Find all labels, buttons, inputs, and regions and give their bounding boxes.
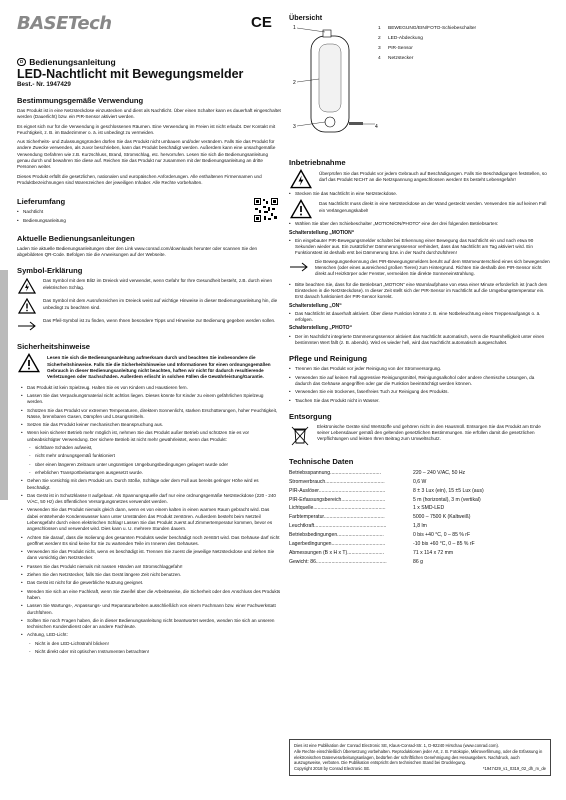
language-de-icon: D	[17, 58, 26, 66]
legend-text: PIR-Sensor	[388, 46, 413, 51]
callout-1: 1	[293, 25, 296, 31]
spec-value: 220 – 240 V/AC, 50 Hz	[413, 469, 466, 476]
list-item: • Wenn kein sicherer Betrieb mehr möglich ist, nehmen Sie das Produkt außer Betrieb und schützen Sie es vor unbeabsichtigter Verwendung. Der sichere Betrieb ist nicht mehr gewährleistet, wenn das Produkt:	[27, 430, 281, 443]
list-item: - Nicht in den LED-Lichtstrahl blicken!	[35, 641, 281, 647]
list-item: - erheblichen Transportbelastungen ausgesetzt wurde.	[35, 470, 281, 476]
exclamation-warning-icon	[17, 355, 41, 371]
spec-key: Leuchtkraft...................................................	[289, 523, 387, 530]
table-row	[289, 522, 551, 531]
scope-heading: Lieferumfang	[17, 197, 66, 207]
list-item: • Wenden Sie sich an eine Fachkraft, wenn Sie Zweifel über die Arbeitsweise, die Sicherheit oder den Anschluss des Produkts haben.	[27, 589, 281, 602]
list-item: • Das Produkt ist kein Spielzeug. Halten Sie es von Kindern und Haustieren fern.	[27, 385, 281, 391]
usage-heading: Bestimmungsgemäße Verwendung	[17, 96, 144, 105]
symbol-description: Das Symbol mit dem Ausrufezeichen im Dreieck weist auf wichtige Hinweise in dieser Bedienungsanleitung hin, die unbedingt zu beachten sind.	[43, 298, 278, 310]
commission-heading: Inbetriebnahme	[289, 158, 346, 167]
list-item: - Nicht direkt oder mit optischen Instrumenten betrachten!	[35, 649, 281, 655]
spec-key: Betriebsspannung....................................	[289, 469, 382, 476]
mode-list	[289, 334, 551, 347]
spec-value: 5 m (horizontal), 3 m (vertikal)	[413, 496, 481, 503]
legend-number: 1	[378, 26, 381, 31]
safety-list	[17, 385, 281, 443]
list-item: • Gehen Sie vorsichtig mit dem Produkt um. Durch Stöße, Schläge oder dem Fall aus bereits geringer Höhe wird es beschädigt.	[27, 478, 281, 491]
legend-item	[378, 44, 476, 54]
scope-list	[17, 209, 66, 224]
callout-4: 4	[375, 124, 378, 130]
led-dash-list	[17, 641, 281, 656]
list-item: • Lassen Sie Wartungs-, Anpassungs- und Reparaturarbeiten ausschließlich von einem Fachmann bzw. einer Fachwerkstatt durchführen.	[27, 603, 281, 616]
spec-key: PIR-Erfassungsbereich...............................	[289, 496, 386, 503]
list-item: • Der im Nachtlicht integrierte Dämmerungssensor aktiviert das Nachtlicht automatisch, wenn die Raumhelligkeit unter einen bestimmten Wert fällt (z. B. abends). Wird es wieder hell, wird das Nachtlicht automatisch ausgeschaltet.	[295, 334, 551, 347]
footer-copyright: Copyright 2018 by Conrad Electronic SE.	[294, 766, 371, 772]
spec-value: 0 bis +40 °C, 0 – 85 % rF	[413, 532, 471, 539]
disposal-text: Elektronische Geräte sind Wertstoffe und gehören nicht in den Hausmüll. Entsorgen Sie das Produkt am Ende seiner Lebensdauer gemäß den geltenden gesetzlichen Bestimmungen. Sie erfüllen damit die gesetzlichen Verpflichtungen und leisten Ihren Beitrag zum Umweltschutz.	[317, 423, 541, 442]
right-column	[289, 13, 551, 567]
product-diagram	[289, 24, 379, 142]
list-item: - über einen längeren Zeitraum unter ungünstigen Umgebungsbedingungen gelagert wurde oder	[35, 462, 281, 468]
usage-paragraph: Aus Sicherheits- und Zulassungsgründen dürfen Sie das Produkt nicht umbauen und/oder verändern. Falls Sie das Produkt für andere Zwecke verwenden, als zuvor beschrieben, kann das Produkt beschädigt werden. Außerdem kann eine unsachgemäße Verwendung Gefahren wie z.B. Kurzschluss, Brand, Stromschlag, etc. hervorrufen. Lesen Sie sich die Bedienungsanleitung genau durch und bewahren Sie diese auf. Reichen Sie das Produkt nur zusammen mit der Bedienungsanleitung an dritte Personen weiter.	[17, 139, 276, 170]
led-cover	[319, 44, 341, 112]
list-item: • Schützen Sie das Produkt vor extremen Temperaturen, direktem Sonnenlicht, starken Erschütterungen, hoher Feuchtigkeit, Nässe, brennbaren Gasen, Dämpfen und Lösungsmitteln.	[27, 408, 281, 421]
list-item: • Ein eingebauter PIR-Bewegungsmelder schaltet bei Erkennung einer Bewegung das Nachtlicht ein und nach etwa 90 Sekunden wieder aus. Ein zusätzlicher Dämmerungssensor verhindert, dass das Nachtlicht am Tag aktiviert wird. Ein Funktionstest ist deshalb erst bei Dämmerung bzw. in der Nacht durchzuführen!	[295, 238, 551, 257]
spec-key: Farbtemperatur...........................................	[289, 514, 385, 521]
spec-value: 71 x 114 x 72 mm	[413, 549, 454, 556]
footer-publisher: Dies ist eine Publikation der Conrad Electronic SE, Klaus-Conrad-Str. 1, D-92240 Hirschau (www.conrad.com).	[294, 743, 500, 748]
ce-mark: CE	[251, 14, 272, 31]
list-item: • Bedienungsanleitung	[23, 218, 66, 224]
list-item: • Verwenden Sie auf keinen Fall aggressive Reinigungsmittel, Reinigungsalkohol oder andere chemische Lösungen, da dadurch das Gehäuse angegriffen oder gar die Funktion beeinträchtigt werden können.	[295, 375, 551, 388]
spec-key: Abmessungen (B x H x T)..........................	[289, 549, 385, 556]
footer-code: *1947429_v1_0319_02_dh_m_de	[482, 766, 546, 772]
left-column	[17, 57, 281, 657]
table-row	[289, 496, 551, 505]
spec-key: Gewicht: 86..................................................	[289, 558, 387, 565]
safety-heading: Sicherheitshinweise	[17, 342, 91, 352]
publisher-footer	[289, 739, 551, 776]
spec-key: Betriebsbedingungen.................................	[289, 532, 384, 539]
symbol-description: Das Symbol mit dem Blitz im Dreieck wird verwendet, wenn Gefahr für Ihre Gesundheit besteht, z.B. durch einen elektrischen Schlag.	[43, 278, 273, 290]
legend-text: LED-Abdeckung	[388, 36, 423, 41]
table-row	[289, 558, 551, 567]
safety-dash-list	[17, 445, 281, 476]
tip-text: Die Bewegungserkennung des PIR-Bewegungsmelders beruht auf dem Wärmeunterschied eines sich bewegenden Menschen (oder eines ausreichend großen Tieres) zum Hintergrund. Richten Sie deshalb den PIR-Sensor nicht direkt auf Heizkörper oder Fenster, vermeiden Sie direkte Sonneneinstrahlung.	[315, 258, 550, 277]
mode-list	[289, 238, 551, 257]
safety-intro: Lesen Sie sich die Bedienungsanleitung aufmerksam durch und beachten Sie insbesondere die Sicherheitshinweise. Falls Sie die Sicherheitshinweise und Informationen für einen ordnungsgemäßen Gebrauch in dieser Bedienungsanleitung nicht beachten, haften wir nicht für dadurch resultierende Verletzungen oder Sachschäden. Außerdem erlischt in solchen Fällen die Gewährleistung/Garantie.	[47, 355, 271, 380]
mode-label: Schalterstellung „ON“	[289, 302, 342, 309]
list-item: • Fassen Sie das Produkt niemals mit nassen Händen an! Stromschlaggefahr!	[27, 564, 281, 570]
usage-paragraph: Dieses Produkt erfüllt die gesetzlichen, nationalen und europäischen Anforderungen. Alle enthaltenen Firmennamen und Produktbezeichnungen sind Warenzeichen der jeweiligen Inhaber. Alle Rechte vorbehalten.	[17, 173, 262, 185]
table-row	[289, 504, 551, 513]
disposal-heading: Entsorgung	[289, 411, 332, 421]
order-number: Best.- Nr. 1947429	[17, 81, 71, 88]
list-item: • Verwenden Sie das Produkt niemals gleich dann, wenn es von einem kalten in einen warmen Raum gebracht wird. Das dabei entstehende Kondenswasser kann unter Umständen das Produkt zerstören. Außerdem besteht beim Netzteil Lebensgefahr durch einen elektrischen Schlag! Lassen Sie das Produkt zuerst auf Zimmertemperatur kommen, bevor es angeschlossen und verwendet wird. Dies kann u. U. mehrere Stunden dauern.	[27, 507, 281, 532]
list-item: - nicht mehr ordnungsgemäß funktioniert	[35, 453, 281, 459]
list-item: • Verwenden Sie das Produkt nicht, wenn es beschädigt ist. Trennen Sie zuerst die jeweilige Netzsteckdose und ziehen Sie dann vorsichtig den Netzstecker.	[27, 549, 281, 562]
warning-text: Überprüfen Sie das Produkt vor jedem Gebrauch auf Beschädigungen. Falls Sie Beschädigungen feststellen, so darf das Produkt NICHT an die Netzspannung angeschlossen werden! Es besteht Lebensgefahr!	[319, 171, 547, 183]
symbols-heading: Symbol-Erklärung	[17, 266, 83, 276]
steps-list	[289, 191, 551, 197]
table-row	[289, 531, 551, 540]
list-item: • Nachtlicht	[23, 209, 66, 215]
list-item: • Das Gerät ist nicht für die gewerbliche Nutzung geeignet.	[27, 580, 281, 586]
spec-value: 8 ± 3 Lux (ein), 15 ±5 Lux (aus)	[413, 487, 484, 494]
table-row	[289, 549, 551, 558]
product-title: LED-Nachtlicht mit Bewegungsmelder	[17, 67, 244, 81]
list-item: • Das Nachtlicht ist dauerhaft aktiviert. Über diese Funktion könnte z. B. eine Notbeleuchtung eines Treppenaufgangs o. ä. erfolgen.	[295, 311, 551, 324]
legend-text: BEWEGUNG/EIN/FOTO-Schiebeschalter	[388, 26, 477, 31]
table-row	[289, 478, 551, 487]
callout-3: 3	[293, 124, 296, 130]
current-manuals-text: Laden Sie aktuelle Bedienungsanleitungen über den Link www.conrad.com/downloads herunter oder scannen Sie den abgebildeten QR-Code. Befolgen Sie die Anweisungen auf der Webseite.	[17, 245, 258, 258]
tech-heading: Technische Daten	[289, 456, 354, 466]
list-item: • Bitte beachten Sie, dass für die Betriebsart „MOTION“ eine Warmlaufphase von etwa einer Minute erforderlich ist (nach dem Einstecken in die Netzsteckdose). In dieser Zeit stellt sich der PIR-Sensor im Nachtlicht auf die Umgebungstemperatur ein. Erst danach funktioniert der PIR-Sensor korrekt.	[295, 282, 551, 301]
mode-label: Schalterstellung „PHOTO“	[289, 325, 352, 332]
footer-rights: Alle Rechte einschließlich Übersetzung vorbehalten. Reproduktionen jeder Art, z. B. Fotokopie, Mikroverfilmung, oder die Erfassung in elektronischen Datenverarbeitungsanlagen, bedürfen der schriftlichen Genehmigung des Herausgebers. Nachdruck, auch auszugsweise, verboten. Die Publikation entspricht dem technischen Stand bei Drucklegung.	[294, 748, 543, 766]
spec-key: Lagerbedingungen......................................	[289, 541, 386, 548]
legend-number: 3	[378, 46, 381, 51]
spec-key: PIR-Auslöser...............................................	[289, 487, 386, 494]
list-item: • Ziehen Sie den Netzstecker, falls Sie das Gerät längere Zeit nicht benutzen.	[27, 572, 281, 578]
legend-number: 4	[378, 56, 381, 61]
legend-item	[378, 34, 476, 44]
arrow-icon	[289, 259, 309, 275]
list-item: • Sollten Sie noch Fragen haben, die in dieser Bedienungsanleitung nicht beantwortet werden, wenden Sie sich an unseren technischen Kundendienst oder an andere Fachleute.	[27, 618, 281, 631]
list-item: • Lassen Sie das Verpackungsmaterial nicht achtlos liegen. Dieses könnte für Kinder zu einem gefährlichen Spielzeug werden.	[27, 393, 281, 406]
basetech-logo: BASETech	[17, 13, 112, 34]
lightning-warning-icon	[17, 278, 37, 294]
table-row	[289, 469, 551, 478]
current-manuals-heading: Aktuelle Bedienungsanleitungen	[17, 233, 135, 243]
spec-value: 1 x SMD-LED	[413, 505, 445, 512]
manual-label-row	[17, 57, 281, 67]
spec-value: 0,6 W	[413, 478, 427, 485]
pir-sensor	[325, 117, 335, 127]
list-item: • Das Gerät ist in Schutzklasse II aufgebaut. Als Spannungsquelle darf nur eine ordnungsgemäße Netzsteckdose (220 - 240 V/AC, 50 Hz) des öffentlichen Versorgungsnetzes verwendet werden.	[27, 493, 281, 506]
arrow-icon	[17, 318, 37, 334]
symbol-description: Das Pfeil-Symbol ist zu finden, wenn Ihnen besondere Tipps und Hinweise zur Bedienung gegeben werden sollen.	[43, 318, 276, 324]
lightning-warning-icon	[289, 171, 313, 187]
legend-item	[378, 54, 476, 64]
slide-switch	[323, 30, 331, 37]
list-item: • Stecken Sie das Nachtlicht in eine Netzsteckdose.	[295, 191, 551, 197]
legend-item	[378, 24, 476, 34]
list-item: • Achtung, LED-Licht:	[27, 632, 281, 638]
spec-key: Lichtquelle...................................................	[289, 505, 386, 512]
spec-key: Stromverbrauch..........................................	[289, 478, 385, 485]
qr-code[interactable]	[253, 197, 279, 223]
exclamation-warning-icon	[17, 298, 37, 314]
list-item: • Setzen Sie das Produkt keiner mechanischen Beanspruchung aus.	[27, 422, 281, 428]
mode-list	[289, 311, 551, 324]
crossed-bin-icon	[289, 424, 311, 448]
overview-heading: Übersicht	[289, 13, 323, 22]
overview-legend	[378, 24, 476, 64]
table-row	[289, 540, 551, 549]
spec-value: 1,8 lm	[413, 523, 427, 530]
list-item: • Wählen Sie über den Schiebeschalter „MOTION/ON/PHOTO“ eine der drei folgenden Betriebsarten:	[295, 221, 551, 227]
steps-list	[289, 221, 551, 227]
list-item: • Verwenden Sie ein trockenes, faserfreies Tuch zur Reinigung des Produkts.	[295, 389, 551, 395]
spec-value: 5000 – 7500 K (Kaltweiß)	[413, 514, 471, 521]
list-item: • Tauchen Sie das Produkt nicht in Wasser.	[295, 398, 551, 404]
spec-value: -10 bis +60 °C, 0 – 85 % rF	[413, 541, 475, 548]
warning-text: Das Nachtlicht muss direkt in eine Netzsteckdose an der Wand gesteckt werden. Verwenden Sie auf keinen Fall ein Verlängerungskabel!	[319, 201, 547, 213]
usage-paragraph: Es eignet sich nur für die Verwendung in geschlossenen Räumen. Eine Verwendung im Freien ist nicht erlaubt. Der Kontakt mit Feuchtigkeit, z. B. im Badezimmer o. ä. ist unbedingt zu vermeiden.	[17, 123, 276, 135]
table-row	[289, 513, 551, 522]
mode-label: Schalterstellung „MOTION“	[289, 229, 355, 236]
safety-list	[17, 478, 281, 639]
table-row	[289, 487, 551, 496]
callout-2: 2	[293, 80, 296, 86]
care-list	[289, 366, 551, 403]
spec-value: 86 g	[413, 558, 423, 565]
list-item: • Trennen Sie das Produkt vor jeder Reinigung von der Stromversorgung.	[295, 366, 551, 372]
tech-table	[289, 469, 551, 567]
exclamation-warning-icon	[289, 201, 313, 217]
usage-paragraph: Das Produkt ist in eine Netzsteckdose einzustecken und dient als Nachtlicht. Über einen Schalter kann es dauerhaft eingeschaltet werden (Dauerlicht) bzw. ein PIR-Sensor aktiviert werden.	[17, 108, 281, 120]
legend-number: 2	[378, 36, 381, 41]
care-heading: Pflege und Reinigung	[289, 354, 368, 364]
list-item: • Achten Sie darauf, dass die Isolierung des gesamten Produkts weder beschädigt noch zerstört wird. Das Gehäuse darf nicht geöffnet werden! Es sind keine für Sie zu wartenden Teile im Inneren des Gehäuses.	[27, 535, 281, 548]
list-item: - sichtbare Schäden aufweist,	[35, 445, 281, 451]
mode-list	[289, 282, 551, 301]
manual-label: Bedienungsanleitung	[29, 57, 116, 67]
legend-text: Netzstecker	[388, 56, 414, 61]
power-plug	[349, 122, 363, 125]
side-band	[0, 270, 8, 500]
